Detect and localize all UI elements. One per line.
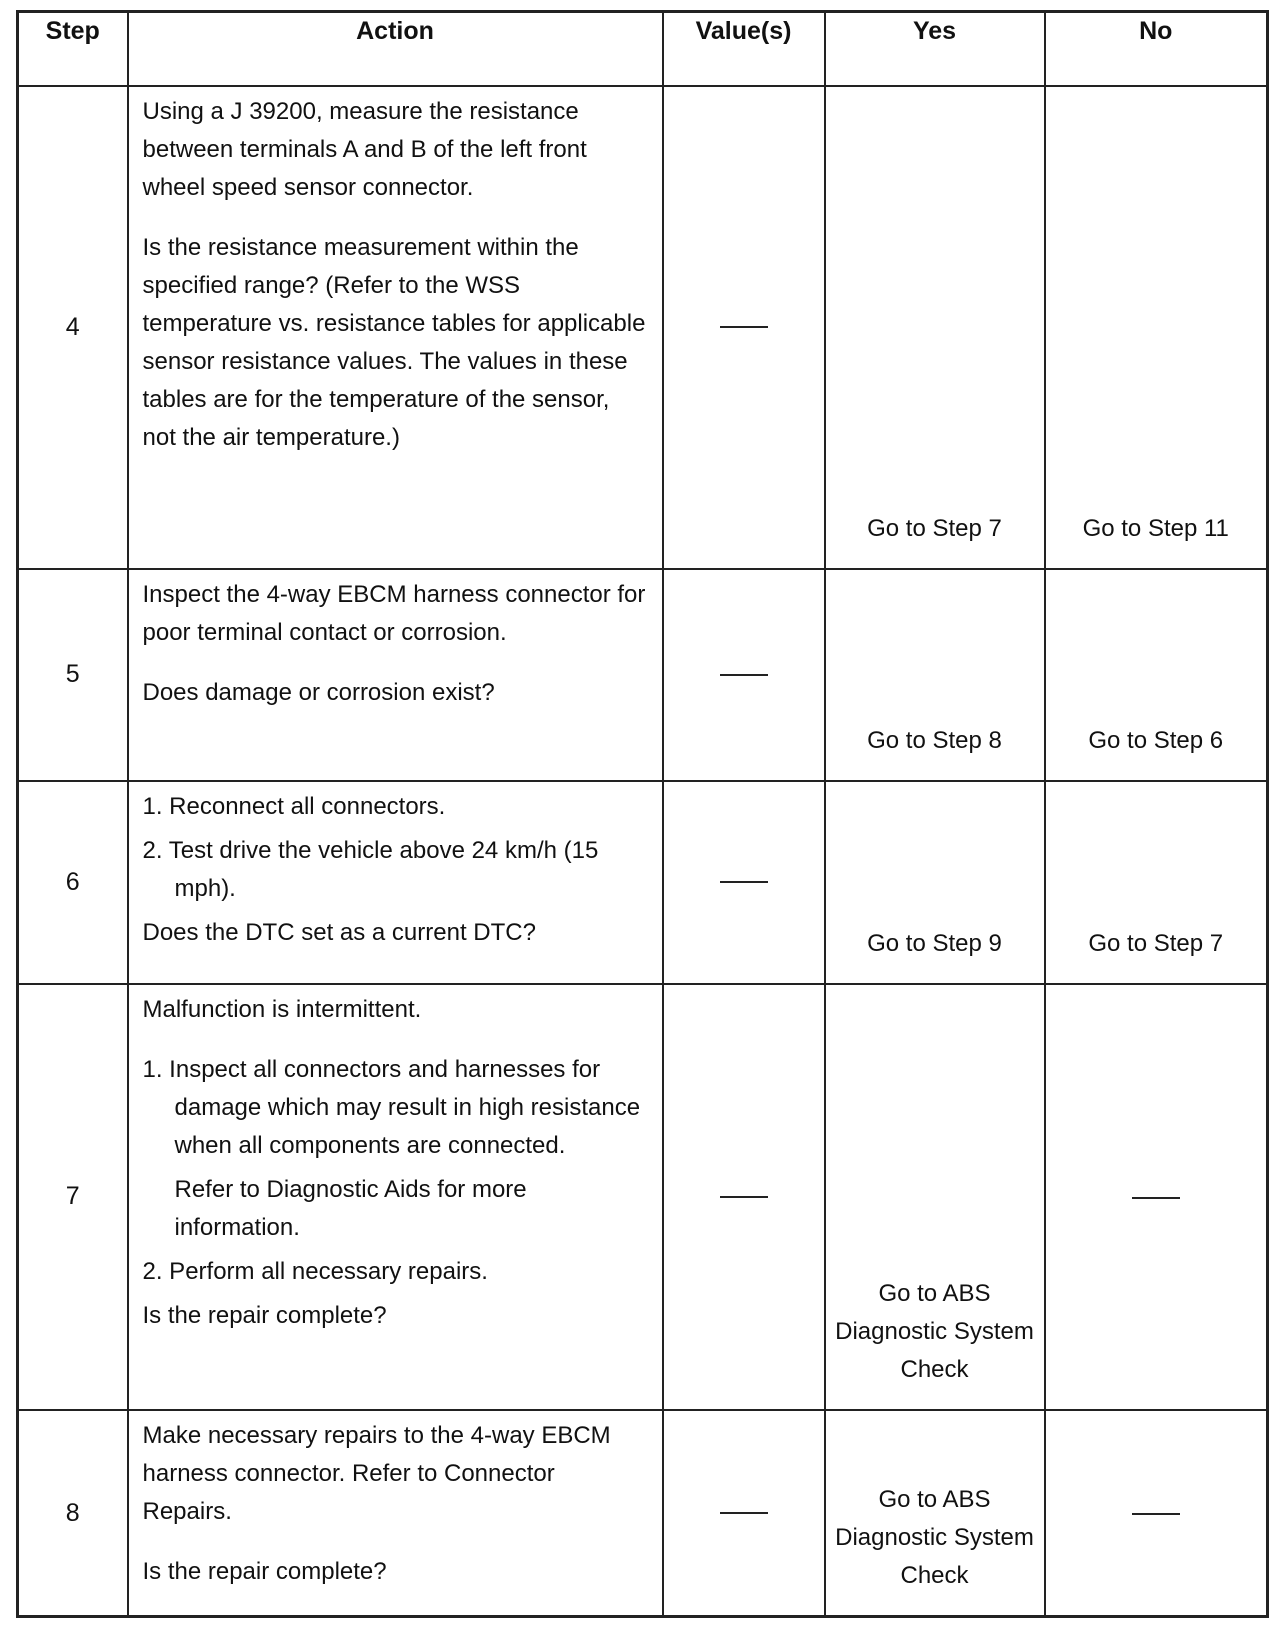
step-number: 7 [18, 984, 128, 1410]
dash-mark [1132, 1513, 1180, 1515]
table-row [18, 1410, 1268, 1616]
yes-cell: Go to ABS Diagnostic System Check [825, 1410, 1045, 1616]
values-cell [663, 1410, 825, 1616]
header-yes: Yes [825, 12, 1045, 87]
header-action: Action [128, 12, 663, 87]
action-text: Inspect the 4-way EBCM harness connector for poor terminal contact or corrosion. [142, 580, 646, 646]
action-question: Does damage or corrosion exist? [142, 678, 495, 706]
values-cell [663, 86, 825, 569]
table-row [18, 781, 1268, 984]
action-question: Is the repair complete? [142, 1301, 387, 1329]
step-number: 8 [18, 1410, 128, 1616]
action-question: Does the DTC set as a current DTC? [142, 918, 536, 946]
action-step-item: 1. Inspect all connectors and harnesses for damage which may result in high resistance when all components are connected. [142, 1055, 641, 1159]
header-values: Value(s) [663, 12, 825, 87]
diagnostic-table [16, 10, 1269, 1618]
dash-mark [720, 1512, 768, 1514]
yes-cell: Go to Step 8 [825, 569, 1045, 781]
dash-mark [720, 326, 768, 328]
step-number: 5 [18, 569, 128, 781]
action-step-item: 2. Perform all necessary repairs. [142, 1257, 488, 1285]
action-cell [128, 569, 663, 781]
yes-cell: Go to ABS Diagnostic System Check [825, 984, 1045, 1410]
no-cell: Go to Step 6 [1045, 569, 1268, 781]
dash-mark [720, 1196, 768, 1198]
no-cell: Go to Step 7 [1045, 781, 1268, 984]
action-question: Is the resistance measurement within the specified range? (Refer to the WSS temperature vs. resistance tables for applicable sensor resistance values. The values in these tables are for the temperature of the sensor, not the air temperature.) [142, 234, 646, 451]
step-number: 6 [18, 781, 128, 984]
table-row [18, 86, 1268, 569]
no-cell [1045, 1410, 1268, 1616]
yes-cell: Go to Step 9 [825, 781, 1045, 984]
dash-mark [1132, 1197, 1180, 1199]
yes-cell: Go to Step 7 [825, 86, 1045, 569]
action-step-item: 2. Test drive the vehicle above 24 km/h (15 mph). [142, 836, 599, 902]
values-cell [663, 569, 825, 781]
action-step-item: 1. Reconnect all connectors. [142, 792, 446, 820]
values-cell [663, 984, 825, 1410]
header-no: No [1045, 12, 1268, 87]
action-text: Malfunction is intermittent. [142, 995, 422, 1023]
no-cell [1045, 984, 1268, 1410]
dash-mark [720, 674, 768, 676]
action-question: Is the repair complete? [142, 1558, 387, 1586]
action-text: Using a J 39200, measure the resistance between terminals A and B of the left front wheel speed sensor connector. [142, 98, 587, 201]
table-row [18, 984, 1268, 1410]
action-cell [128, 781, 663, 984]
values-cell [663, 781, 825, 984]
action-note: Refer to Diagnostic Aids for more information. [174, 1175, 527, 1241]
action-cell [128, 86, 663, 569]
table-row [18, 569, 1268, 781]
header-step: Step [18, 12, 128, 87]
dash-mark [720, 881, 768, 883]
step-number: 4 [18, 86, 128, 569]
action-cell [128, 984, 663, 1410]
action-cell [128, 1410, 663, 1616]
no-cell: Go to Step 11 [1045, 86, 1268, 569]
header-row [18, 12, 1268, 87]
action-text: Make necessary repairs to the 4-way EBCM harness connector. Refer to Connector Repairs. [142, 1422, 611, 1526]
